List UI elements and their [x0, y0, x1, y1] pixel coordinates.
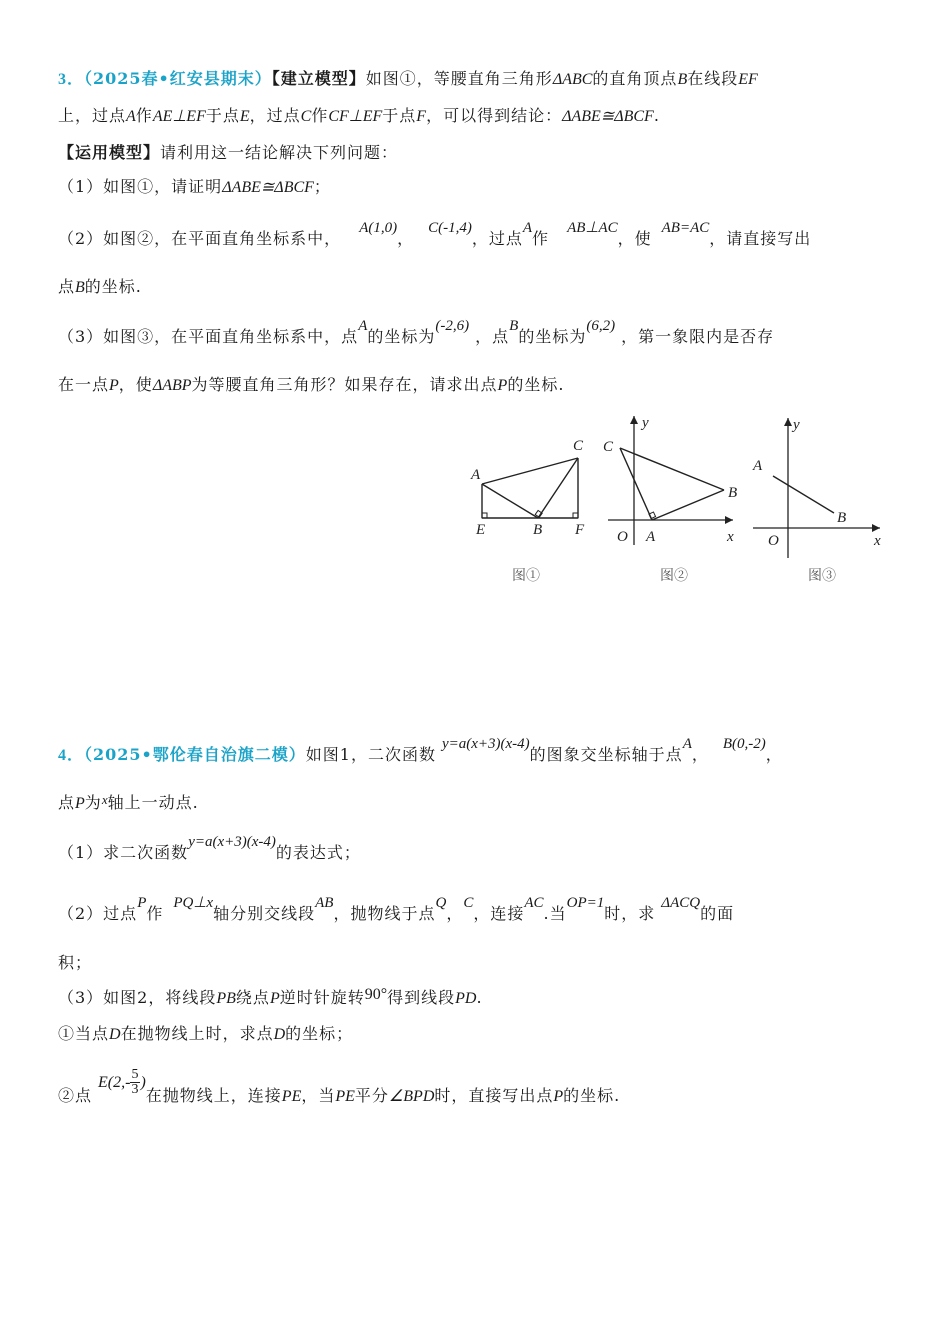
q4-part-3	[58, 985, 483, 1008]
q3-part-3	[58, 318, 775, 347]
fraction-denominator: 3	[131, 1082, 140, 1097]
q3-text: 作	[532, 229, 550, 248]
q3-text: ，过点	[471, 229, 523, 248]
q4-text: .	[476, 988, 483, 1007]
q3-text: ，点	[475, 327, 510, 346]
q4-text: 的表达式；	[275, 843, 361, 862]
fig2-caption: 图②	[660, 567, 688, 583]
q4-text: ②点	[58, 1086, 93, 1105]
fig2-label-y: y	[642, 415, 649, 431]
q3-text: ，可以得到结论：	[426, 106, 563, 125]
q3-math: AE⊥EF	[152, 108, 206, 125]
fig3-label-x: x	[874, 533, 881, 549]
q3-text: 于点	[205, 106, 240, 125]
q3-math: P	[497, 377, 508, 394]
q3-text: 上，过点	[58, 106, 127, 125]
q4-text: 绕点	[235, 988, 270, 1007]
q3-text: 的坐标.	[507, 375, 565, 394]
fig1-label-e: E	[476, 522, 486, 538]
q3-math: C(-1,4)	[428, 220, 472, 236]
q4-math: 90°	[364, 986, 388, 1003]
q4-math: y=a(x+3)(x-4)	[188, 834, 276, 850]
q4-text: ，当	[301, 1086, 336, 1105]
q4-text: ，	[691, 745, 709, 764]
q4-number: 4．	[58, 747, 85, 764]
q4-math: )	[140, 1074, 146, 1091]
q3-part-2	[58, 220, 812, 249]
q4-text: 点	[58, 793, 76, 812]
q3-text: ；	[313, 177, 331, 196]
figure-2	[603, 415, 737, 545]
q3-part-1	[58, 174, 331, 197]
q4-text: （1）求二次函数	[58, 843, 189, 862]
q3-source: （2025春•红安县期末）	[84, 69, 272, 88]
q4-math: D	[109, 1026, 121, 1043]
q3-line-3	[58, 140, 398, 163]
fig1-label-a: A	[471, 467, 481, 483]
q3-math: A(1,0)	[359, 220, 398, 236]
q4-text: 逆时针旋转	[279, 988, 365, 1007]
q4-math: AB	[315, 895, 334, 911]
q3-math: A	[358, 318, 368, 334]
q3-math: A	[126, 108, 136, 125]
q3-text: 的坐标为	[518, 327, 587, 346]
q4-math: ∠BPD	[388, 1088, 435, 1105]
q3-math: B	[75, 279, 85, 296]
q4-line-2	[58, 790, 199, 813]
q3-text: （1）如图①，请证明	[58, 177, 223, 196]
q4-text: 平分	[354, 1086, 389, 1105]
q4-text: 在抛物线上时，求点	[120, 1024, 274, 1043]
fig3-label-a: A	[753, 458, 763, 474]
q4-math: Q	[435, 895, 447, 911]
q4-text: 作	[146, 904, 164, 923]
q4-math: E(2,-	[98, 1074, 131, 1091]
q4-text: 的坐标；	[285, 1024, 354, 1043]
q3-text: ，使	[118, 375, 153, 394]
q3-math: ΔABC	[552, 71, 593, 88]
q4-text: .当	[543, 904, 567, 923]
q4-math: D	[273, 1026, 286, 1043]
fig1-label-b: B	[533, 522, 543, 538]
q3-text: 在线段	[687, 69, 739, 88]
q3-math: AB=AC	[661, 220, 710, 236]
q4-math: PB	[216, 990, 236, 1007]
q4-math: y=a(x+3)(x-4)	[441, 736, 530, 752]
q4-math: PE	[335, 1088, 355, 1105]
q4-text: （3）如图2，将线段	[58, 988, 217, 1007]
q4-text: 在抛物线上，连接	[145, 1086, 282, 1105]
q3-math: EF	[738, 71, 758, 88]
q4-text: ，	[446, 904, 464, 923]
q4-part-2-cont	[58, 950, 92, 973]
q4-text: 积；	[58, 953, 93, 972]
q3-text: ，第一象限内是否存	[621, 327, 775, 346]
q3-math: (6,2)	[586, 318, 616, 334]
q3-math: E	[239, 108, 250, 125]
q3-math: AB⊥AC	[567, 220, 618, 236]
q3-text: 为等腰直角三角形？如果存在，请求出点	[191, 375, 498, 394]
q3-figures	[460, 410, 900, 560]
q4-part-2	[58, 895, 735, 924]
q3-number: 3．	[58, 71, 85, 88]
q4-math: P	[75, 795, 85, 812]
q3-text: 的直角顶点	[592, 69, 678, 88]
q3-part-2-cont	[58, 274, 142, 297]
q4-math: C	[463, 895, 474, 911]
q3-tag-apply: 【运用模型】	[58, 143, 161, 162]
q4-text: 得到线段	[387, 988, 456, 1007]
q3-text: 请利用这一结论解决下列问题：	[160, 143, 399, 162]
fig1-caption: 图①	[512, 567, 540, 583]
q3-text: ，	[397, 229, 415, 248]
q3-text: 如图①，等腰直角三角形	[365, 69, 553, 88]
fig3-caption: 图③	[808, 567, 836, 583]
fig2-label-c: C	[603, 439, 614, 455]
q4-subpart-1	[58, 1021, 353, 1044]
fig1-label-c: C	[573, 438, 584, 454]
q3-text: ，过点	[249, 106, 301, 125]
q3-text: ，使	[617, 229, 652, 248]
q3-text: 的坐标为	[367, 327, 436, 346]
q3-tag-build: 【建立模型】	[271, 69, 366, 88]
q4-text: 时，求	[604, 904, 656, 923]
q4-source: （2025•鄂伦春自治旗二模）	[84, 745, 306, 764]
q3-line-1	[58, 66, 758, 89]
q4-part-1	[58, 834, 361, 863]
q4-text: 的坐标.	[563, 1086, 621, 1105]
q4-math: ΔACQ	[661, 895, 701, 911]
q3-text: .	[653, 106, 660, 125]
q4-text: ，连接	[473, 904, 525, 923]
q3-math: B	[509, 318, 519, 334]
fig2-label-o: O	[617, 529, 628, 545]
q3-math: A	[522, 220, 533, 236]
q4-subpart-2	[58, 1067, 621, 1111]
fig3-label-y: y	[793, 417, 800, 433]
fig2-label-a: A	[646, 529, 656, 545]
q3-math: B	[677, 71, 688, 88]
q3-text: 作	[311, 106, 329, 125]
q4-line-1	[58, 736, 783, 765]
q3-text: ，请直接写出	[709, 229, 812, 248]
fig2-label-b: B	[728, 485, 738, 501]
q4-text: 轴分别交线段	[213, 904, 316, 923]
fig1-label-f: F	[575, 522, 585, 538]
q3-text: （2）如图②，在平面直角坐标系中，	[58, 229, 342, 248]
q3-text: （3）如图③，在平面直角坐标系中，点	[58, 327, 359, 346]
q4-math: PD	[455, 990, 477, 1007]
q3-line-2	[58, 103, 660, 126]
q3-math: ΔABE≅ΔBCF	[562, 108, 654, 125]
figure-3	[752, 417, 881, 558]
q4-math: OP=1	[566, 895, 605, 911]
q4-text: 的面	[700, 904, 735, 923]
q3-text: 点	[58, 277, 76, 296]
q4-text: ，	[765, 745, 783, 764]
q3-math: ΔABP	[152, 377, 192, 394]
q3-text: 的坐标.	[84, 277, 142, 296]
q3-math: F	[416, 108, 427, 125]
q4-math: x	[101, 792, 108, 807]
q4-math: PE	[281, 1088, 302, 1105]
q4-math: AC	[524, 895, 544, 911]
fraction-numerator: 5	[131, 1067, 140, 1082]
q4-text: ，抛物线于点	[333, 904, 436, 923]
q4-math: P	[137, 895, 147, 911]
q4-math: P	[269, 990, 280, 1007]
q4-math: P	[553, 1088, 564, 1105]
q4-text: ①当点	[58, 1024, 110, 1043]
q4-text: 时，直接写出点	[434, 1086, 554, 1105]
q4-math: PQ⊥x	[173, 895, 214, 911]
q3-part-3-cont	[58, 372, 564, 395]
q4-math: B(0,-2)	[722, 736, 766, 752]
q4-text: 轴上一动点.	[107, 793, 199, 812]
q3-math: CF⊥EF	[328, 108, 383, 125]
fig3-label-b: B	[837, 510, 847, 526]
q4-fraction	[130, 1068, 140, 1097]
q3-math: ΔABE≅ΔBCF	[222, 179, 314, 196]
q4-text: （2）过点	[58, 904, 138, 923]
q3-text: 在一点	[58, 375, 110, 394]
q4-text: 为	[84, 793, 102, 812]
fig2-label-x: x	[727, 529, 734, 545]
q4-math: A	[682, 736, 692, 752]
q4-text: 如图1，二次函数	[305, 745, 436, 764]
q3-math: C	[300, 108, 312, 125]
q3-text: 于点	[382, 106, 417, 125]
fig3-label-o: O	[768, 533, 779, 549]
figure-1	[470, 438, 585, 538]
q3-text: 作	[135, 106, 153, 125]
q4-text: 的图象交坐标轴于点	[529, 745, 683, 764]
q3-math: (-2,6)	[435, 318, 470, 334]
q3-math: P	[109, 377, 119, 394]
